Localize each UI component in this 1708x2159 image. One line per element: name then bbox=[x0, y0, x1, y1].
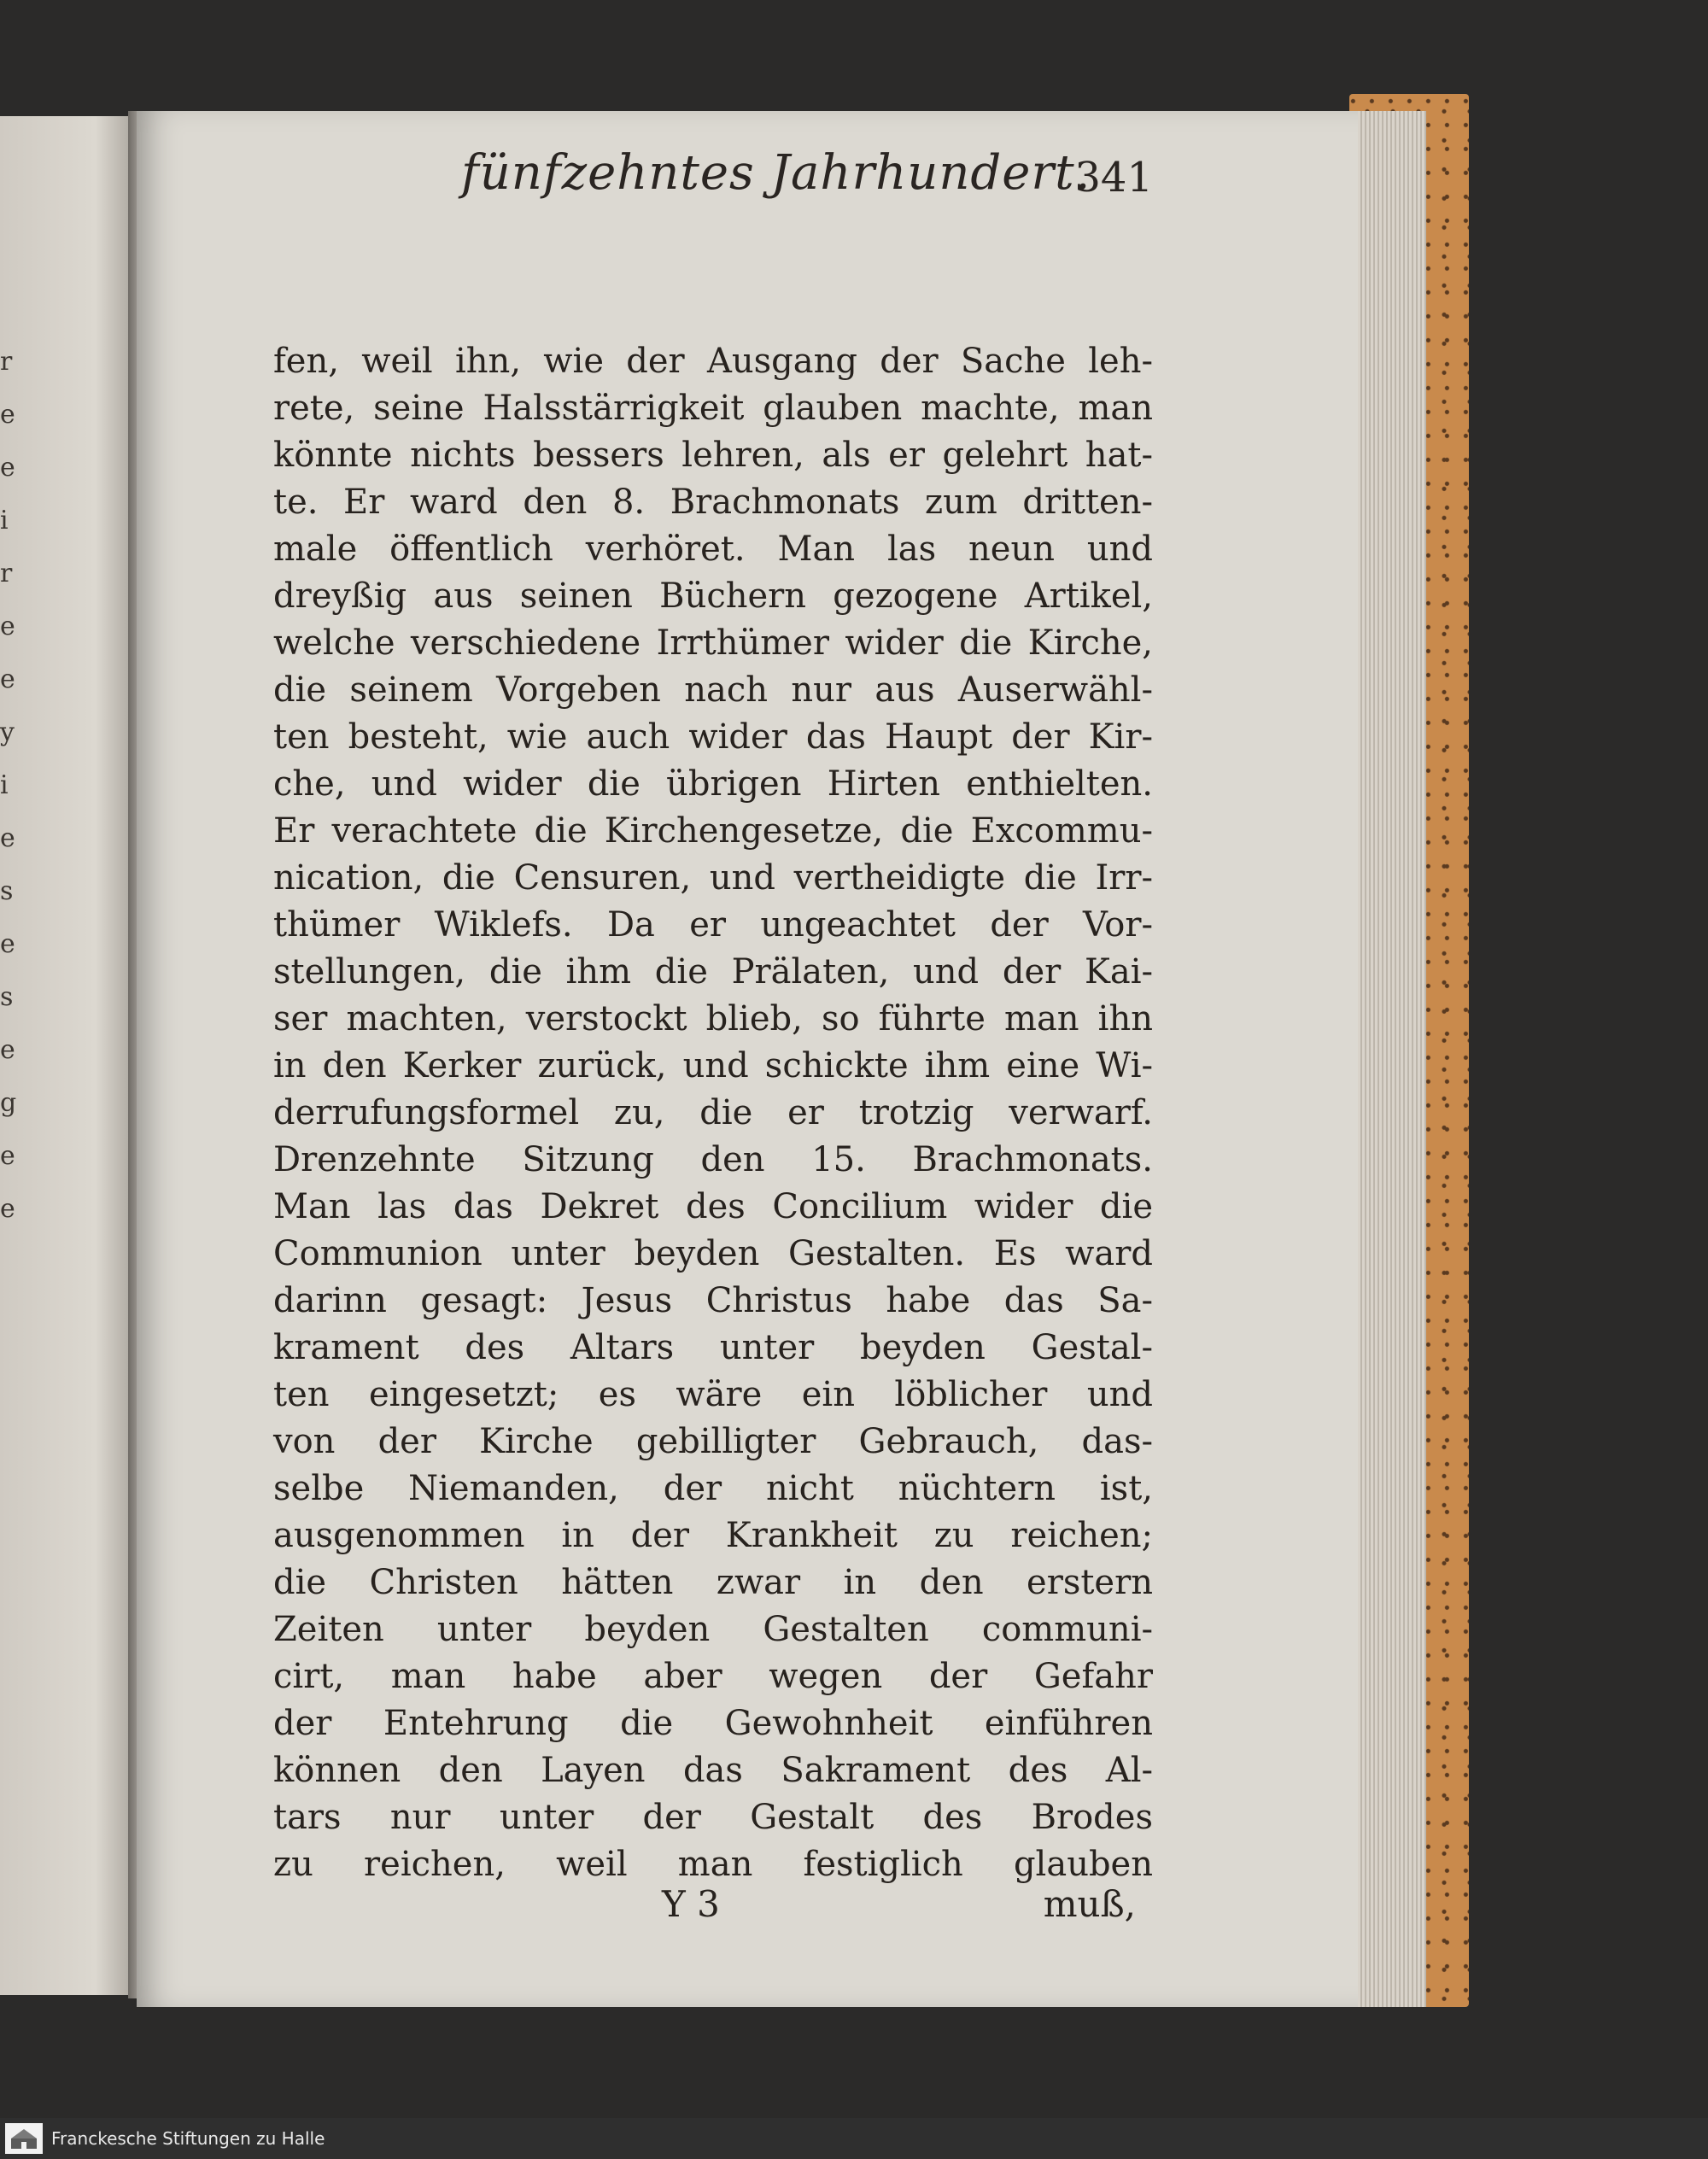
left-margin-char: y bbox=[0, 717, 15, 747]
text-line: cirt, man habe aber wegen der Gefahr bbox=[273, 1657, 1153, 1696]
page-edges bbox=[1349, 111, 1426, 2007]
left-page-edge bbox=[0, 116, 137, 1995]
text-line: zu reichen, weil man festiglich glauben bbox=[273, 1845, 1153, 1884]
text-line: che, und wider die übrigen Hirten enthielten. bbox=[273, 764, 1153, 804]
catchword: muß, bbox=[1043, 1883, 1136, 1925]
text-line: die seinem Vorgeben nach nur aus Auserwähl- bbox=[273, 670, 1153, 710]
footer-credit: Franckesche Stiftungen zu Halle bbox=[51, 2128, 325, 2149]
text-line: könnte nichts bessers lehren, als er gelehrt hat- bbox=[273, 436, 1153, 475]
text-line: nication, die Censuren, und vertheidigte die Irr- bbox=[273, 858, 1153, 898]
text-line: ser machten, verstockt blieb, so führte man ihn bbox=[273, 999, 1153, 1039]
body-text bbox=[273, 337, 1153, 1892]
left-margin-char: r bbox=[0, 559, 13, 588]
left-margin-char: e bbox=[0, 1035, 15, 1065]
left-margin-char: e bbox=[0, 1141, 15, 1171]
left-margin-char: i bbox=[0, 770, 9, 800]
left-margin-char: s bbox=[0, 982, 14, 1012]
text-line: derrufungsformel zu, die er trotzig verwarf. bbox=[273, 1093, 1153, 1132]
left-margin-char: e bbox=[0, 664, 15, 694]
text-line: ten besteht, wie auch wider das Haupt der Kir- bbox=[273, 717, 1153, 757]
text-line: in den Kerker zurück, und schickte ihm eine Wi- bbox=[273, 1046, 1153, 1085]
page-footer-line bbox=[273, 1883, 1153, 1934]
text-line: welche verschiedene Irrthümer wider die Kirche, bbox=[273, 623, 1153, 663]
text-line: ten eingesetzt; es wäre ein löblicher und bbox=[273, 1375, 1153, 1414]
text-line: ausgenommen in der Krankheit zu reichen; bbox=[273, 1516, 1153, 1555]
text-line: können den Layen das Sakrament des Al- bbox=[273, 1751, 1153, 1790]
text-line: von der Kirche gebilligter Gebrauch, das- bbox=[273, 1422, 1153, 1461]
text-line: Drenzehnte Sitzung den 15. Brachmonats. bbox=[273, 1140, 1153, 1179]
footer-bar bbox=[0, 2118, 1708, 2159]
left-margin-char: e bbox=[0, 929, 15, 959]
left-margin-char: e bbox=[0, 823, 15, 853]
signature-mark: Y 3 bbox=[662, 1883, 720, 1925]
text-line: te. Er ward den 8. Brachmonats zum dritten- bbox=[273, 483, 1153, 522]
text-line: Man las das Dekret des Concilium wider die bbox=[273, 1187, 1153, 1226]
running-title: fünfzehntes Jahrhundert. bbox=[461, 145, 1091, 201]
text-line: stellungen, die ihm die Prälaten, und der Kai- bbox=[273, 952, 1153, 992]
left-margin-char: i bbox=[0, 506, 9, 535]
text-line: dreyßig aus seinen Büchern gezogene Artikel, bbox=[273, 576, 1153, 616]
left-page-margin-text bbox=[0, 116, 17, 1995]
franckesche-stiftungen-logo bbox=[5, 2123, 43, 2154]
left-margin-char: s bbox=[0, 876, 14, 906]
left-margin-char: r bbox=[0, 347, 13, 377]
left-margin-char: g bbox=[0, 1088, 17, 1118]
text-line: thümer Wiklefs. Da er ungeachtet der Vor- bbox=[273, 905, 1153, 945]
text-line: rete, seine Halsstärrigkeit glauben machte, man bbox=[273, 389, 1153, 428]
text-line: selbe Niemanden, der nicht nüchtern ist, bbox=[273, 1469, 1153, 1508]
left-margin-char: e bbox=[0, 611, 15, 641]
left-margin-char: e bbox=[0, 400, 15, 430]
text-line: Zeiten unter beyden Gestalten communi- bbox=[273, 1610, 1153, 1649]
left-margin-char: e bbox=[0, 1194, 15, 1224]
text-line: Er verachtete die Kirchengesetze, die Excommu- bbox=[273, 811, 1153, 851]
text-line: fen, weil ihn, wie der Ausgang der Sache leh- bbox=[273, 342, 1153, 381]
logo-icon bbox=[9, 2127, 38, 2150]
text-line: krament des Altars unter beyden Gestal- bbox=[273, 1328, 1153, 1367]
text-line: die Christen hätten zwar in den erstern bbox=[273, 1563, 1153, 1602]
text-line: darinn gesagt: Jesus Christus habe das Sa- bbox=[273, 1281, 1153, 1320]
text-line: Communion unter beyden Gestalten. Es ward bbox=[273, 1234, 1153, 1273]
running-head bbox=[333, 145, 1187, 214]
page-number: 341 bbox=[1074, 154, 1153, 202]
text-line: der Entehrung die Gewohnheit einführen bbox=[273, 1704, 1153, 1743]
text-line: tars nur unter der Gestalt des Brodes bbox=[273, 1798, 1153, 1837]
left-margin-char: e bbox=[0, 453, 15, 483]
text-line: male öffentlich verhöret. Man las neun und bbox=[273, 530, 1153, 569]
